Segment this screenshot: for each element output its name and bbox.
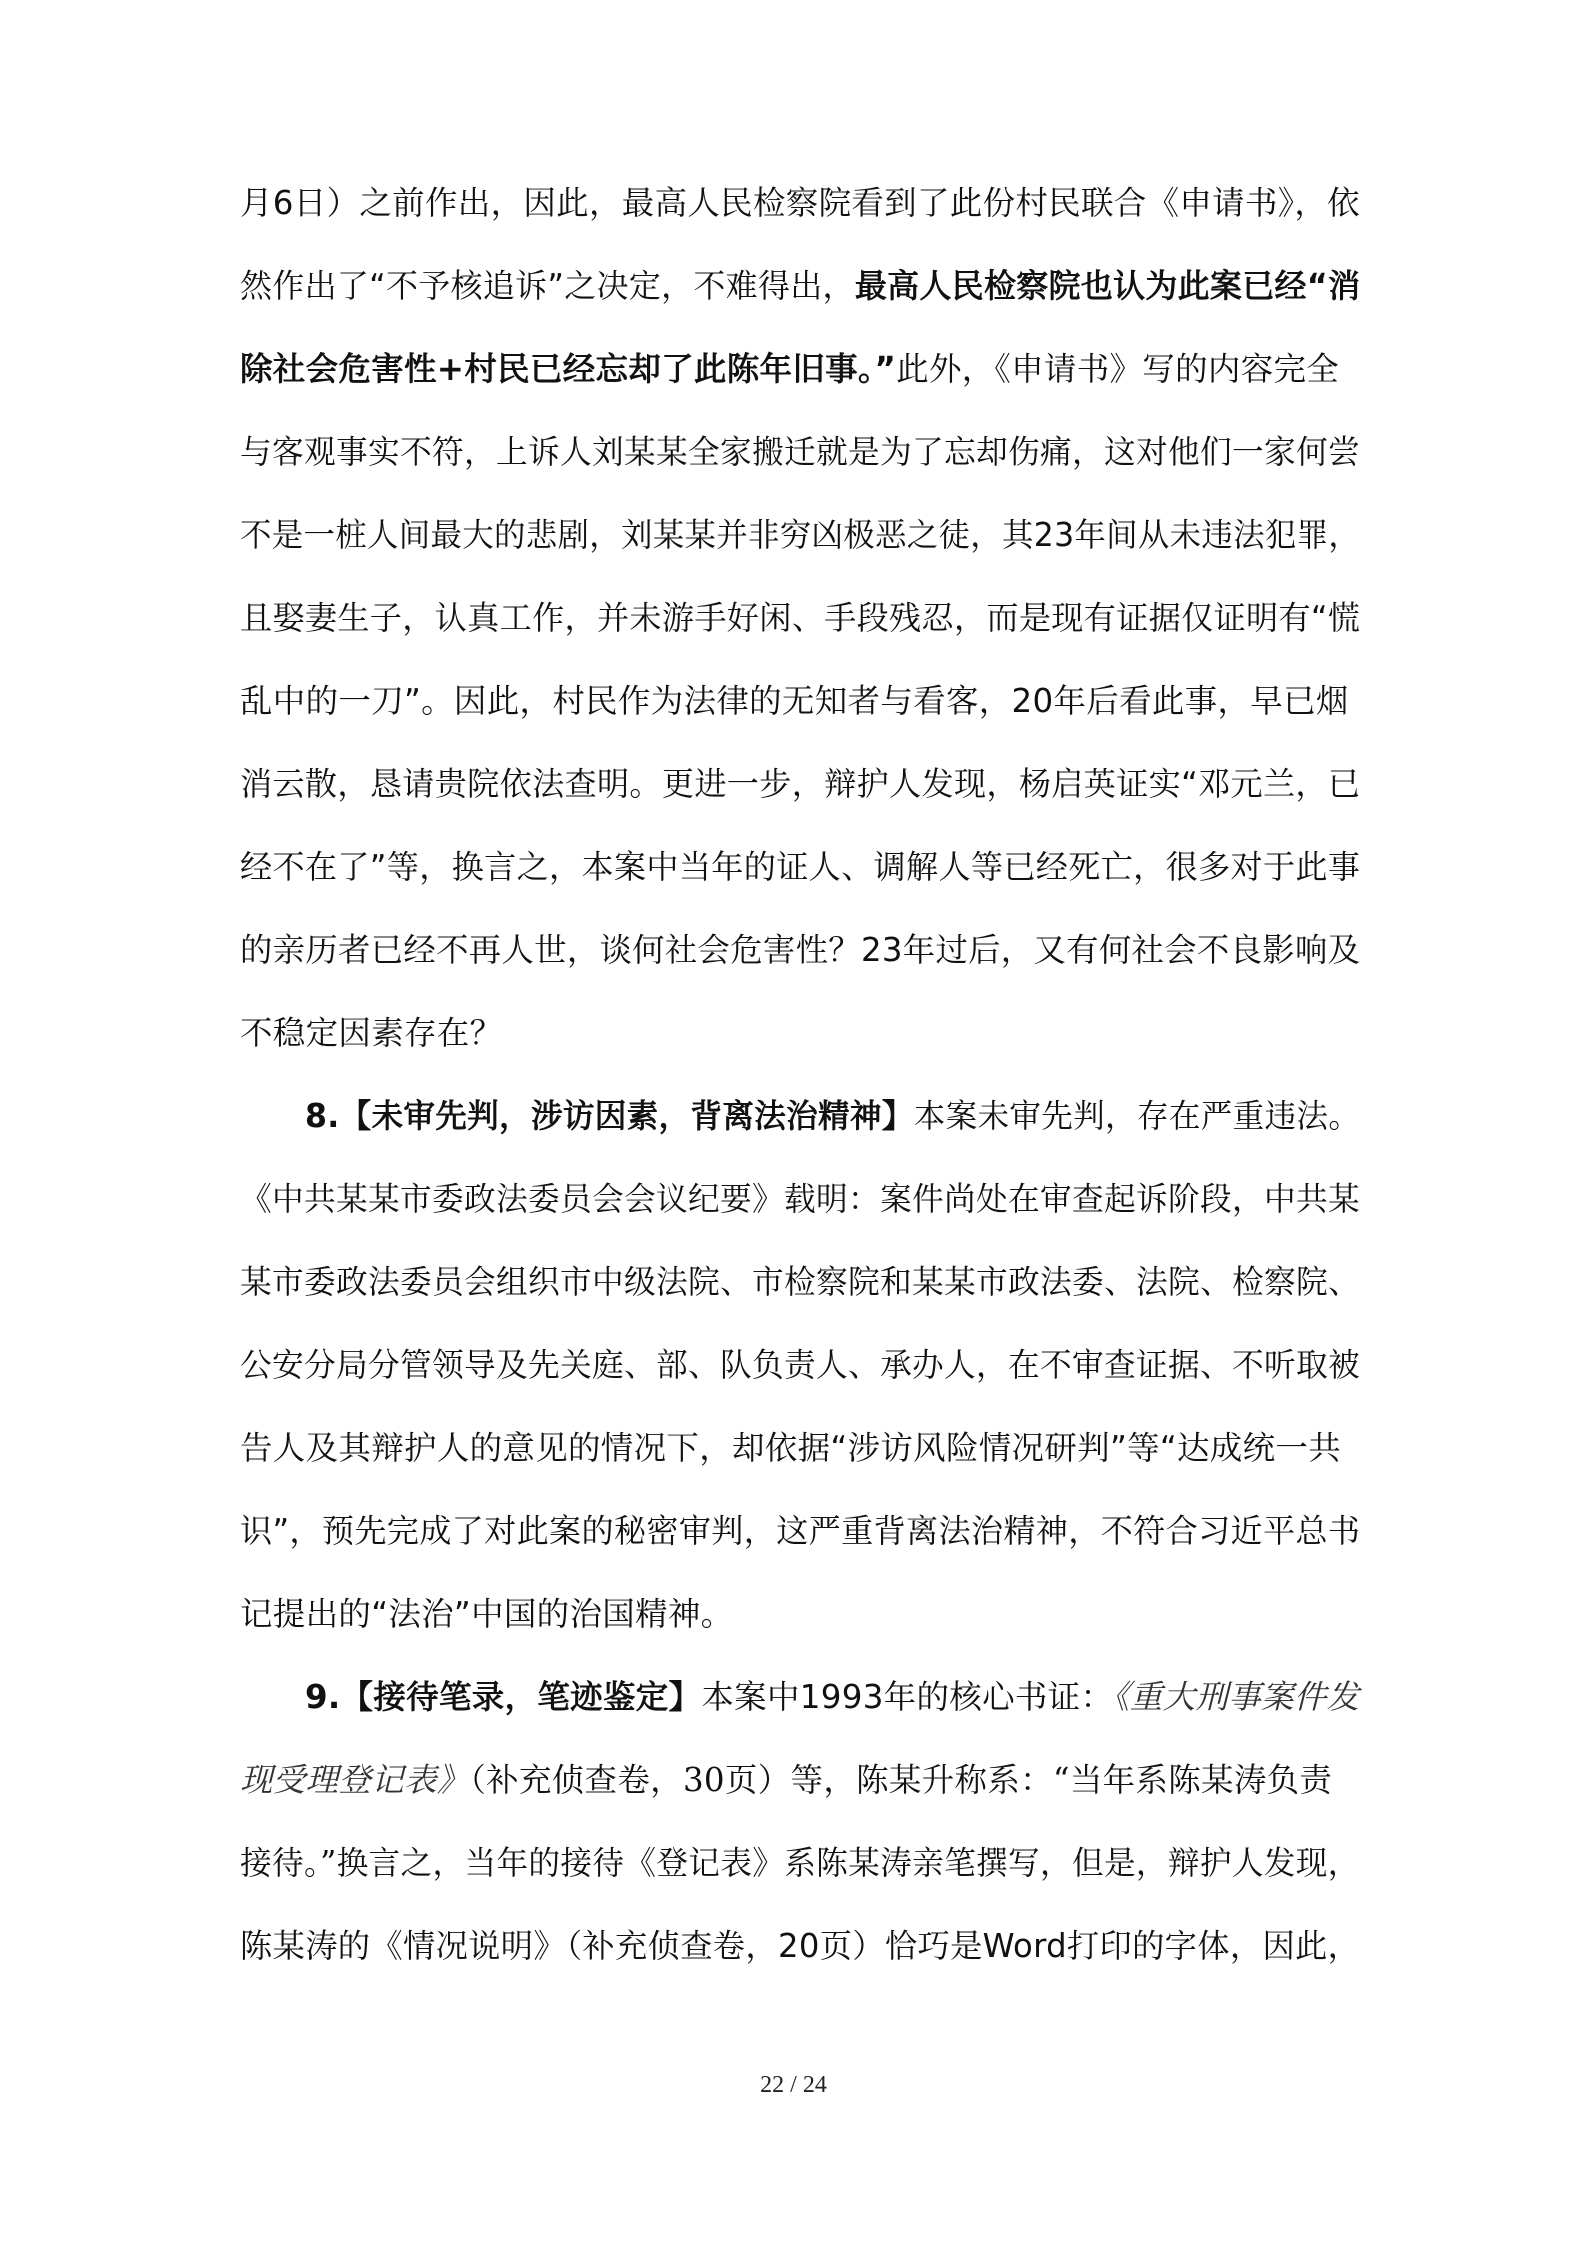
- body-text: 接待。”: [240, 1844, 337, 1882]
- body-text: 乱中的一刀”。因此，村民作为法律的无知者与看客，20年后看此事，早已烟: [240, 682, 1349, 720]
- body-text: 不稳定因素存在？: [240, 1014, 503, 1052]
- text-line: [305, 1677, 1360, 1717]
- body-text: 此外，《申请书》写的内容完全: [896, 350, 1340, 388]
- text-line: [240, 681, 1360, 721]
- body-text: 本案未审先判，存在严重违法。: [913, 1097, 1361, 1135]
- body-text: 告人及其辩护人的意见的情况下，却依据“涉访风险情况研判”等“达成统一共: [240, 1429, 1342, 1467]
- body-text: 记提出的“法治”中国的治国精神。: [240, 1595, 734, 1633]
- body-text: 本案中1993年的核心书证：: [701, 1678, 1114, 1716]
- body-text: 陈某涛的《情况说明》（补充侦查卷，20页）恰巧是Word打印的字体，因此，: [240, 1927, 1361, 1965]
- text-line: [240, 1013, 1360, 1053]
- text-line: [240, 515, 1361, 555]
- text-line: [240, 349, 1360, 389]
- body-text: 公安分局分管领导及先关庭、部、队负责人、承办人，在不审查证据、不听取被: [240, 1346, 1361, 1384]
- bold-text: 8.【未审先判，涉访因素，背离法治精神】: [305, 1097, 914, 1135]
- body-text: 某市委政法委员会组织市中级法院、市检察院和某某市政法委、法院、检察院、: [240, 1263, 1361, 1301]
- bold-text: 最高人民检察院也认为此案已经“消: [854, 267, 1361, 305]
- text-line: [240, 1594, 1360, 1634]
- text-line: [240, 1926, 1361, 1966]
- body-text: 不是一桩人间最大的悲剧，刘某某并非穷凶极恶之徒，其23年间从未违法犯罪，: [240, 516, 1361, 554]
- italic-text: 《重大刑事案件发: [1113, 1678, 1360, 1716]
- text-line: [240, 183, 1360, 223]
- text-line: [240, 1760, 1360, 1800]
- text-line: [240, 1843, 1360, 1883]
- body-text: 识”，预先完成了对此案的秘密审判，这严重背离法治精神，不符合习近平总书: [240, 1512, 1361, 1550]
- body-text: 的亲历者已经不再人世，谈何社会危害性？23年过后，又有何社会不良影响及: [240, 931, 1361, 969]
- text-line: [240, 847, 1361, 887]
- text-line: [240, 1262, 1361, 1302]
- text-line: [240, 764, 1361, 804]
- text-line: [305, 1096, 1361, 1136]
- body-text: 然作出了“不予核追诉”之决定，不难得出，: [240, 267, 855, 305]
- bold-text: 除社会危害性+村民已经忘却了此陈年旧事。”: [240, 350, 897, 388]
- text-line: [240, 432, 1361, 472]
- body-text: （补充侦查卷，30页）等，陈某升称系：“当年系陈某涛负责: [469, 1761, 1333, 1799]
- text-line: [240, 1511, 1361, 1551]
- text-line: [240, 598, 1361, 638]
- body-text: 月6日）之前作出，因此，最高人民检察院看到了此份村民联合《申请书》，依: [240, 184, 1360, 222]
- body-text: 经不在了”等，换言之，本案中当年的证人、调解人等已经死亡，很多对于此事: [240, 848, 1361, 886]
- text-line: [240, 1345, 1361, 1385]
- bold-text: 9.【接待笔录，笔迹鉴定】: [305, 1678, 702, 1716]
- body-text: 且娶妻生子，认真工作，并未游手好闲、手段残忍，而是现有证据仅证明有“慌: [240, 599, 1361, 637]
- text-line: [240, 1179, 1361, 1219]
- text-line: [240, 1428, 1360, 1468]
- body-text: 《中共某某市委政法委员会会议纪要》载明：案件尚处在审查起诉阶段，中共某: [240, 1180, 1361, 1218]
- italic-text: 现受理登记表》: [240, 1761, 470, 1799]
- body-text: 消云散，恳请贵院依法查明。更进一步，辩护人发现，杨启英证实“邓元兰，已: [240, 765, 1361, 803]
- text-line: [240, 930, 1361, 970]
- text-line: [240, 266, 1361, 306]
- page-number: 22 / 24: [760, 2072, 827, 2098]
- body-text: 换言之，当年的接待《登记表》系陈某涛亲笔撰写，但是，辩护人发现，: [336, 1844, 1360, 1882]
- body-text: 与客观事实不符，上诉人刘某某全家搬迁就是为了忘却伤痛，这对他们一家何尝: [240, 433, 1361, 471]
